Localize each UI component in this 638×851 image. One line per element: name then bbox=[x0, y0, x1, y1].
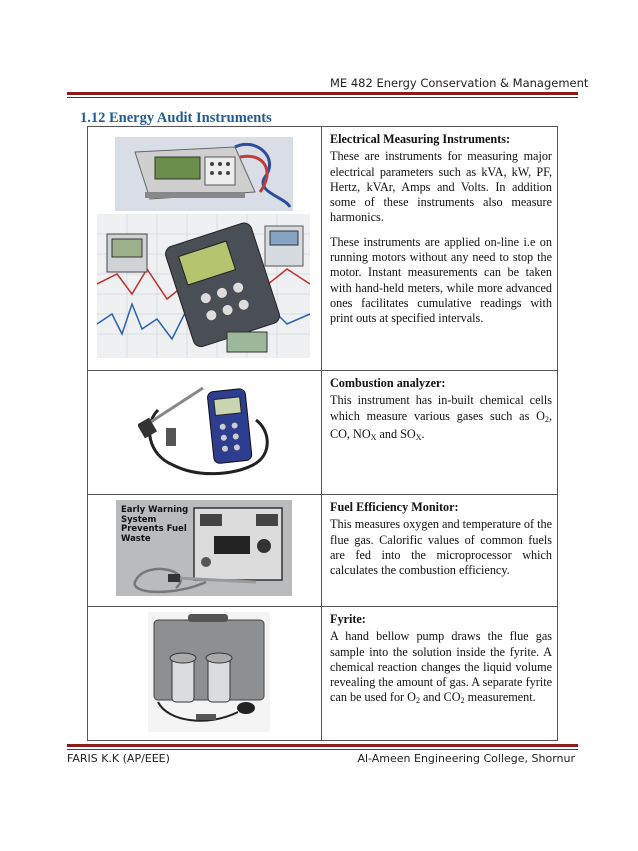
footer-author: FARIS K.K (AP/EEE) bbox=[67, 752, 170, 765]
row-paragraph: This instrument has in-built chemical cells which measure various gases such as $O_2$, CO, $NO_X$ and $SO_X$. bbox=[330, 393, 552, 442]
page-header-title: ME 482 Energy Conservation & Management bbox=[330, 76, 589, 90]
table-column-divider bbox=[321, 126, 322, 741]
handheld-meter-image bbox=[97, 214, 310, 358]
table-row-divider bbox=[87, 494, 558, 495]
electrical-instruments-description bbox=[330, 132, 552, 336]
fuel-efficiency-description bbox=[330, 500, 552, 587]
row-heading: Fyrite: bbox=[330, 612, 366, 626]
footer-rule-thin bbox=[67, 749, 578, 750]
power-analyzer-image bbox=[115, 137, 293, 211]
fyrite-description bbox=[330, 612, 552, 718]
combustion-analyzer-description bbox=[330, 376, 552, 454]
fyrite-kit-image bbox=[148, 612, 270, 732]
row-heading: Combustion analyzer: bbox=[330, 376, 446, 390]
table-row-divider bbox=[87, 606, 558, 607]
footer-rule bbox=[67, 744, 578, 747]
combustion-analyzer-image bbox=[138, 380, 278, 488]
row-paragraph: A hand bellow pump draws the flue gas sample into the solution inside the fyrite. A chemical reaction changes the liquid volume revealing the amount of gas. A separate fyrite can be used for $O_2$ and $CO_2$ measurement. bbox=[330, 629, 552, 706]
row-heading: Electrical Measuring Instruments: bbox=[330, 132, 511, 146]
row-heading: Fuel Efficiency Monitor: bbox=[330, 500, 459, 514]
header-rule bbox=[67, 92, 578, 95]
row-paragraph: These are instruments for measuring major electrical parameters such as kVA, kW, PF, Hertz, kVAr, Amps and Volts. In addition some of these instruments also measure harmonics. bbox=[330, 149, 552, 225]
section-title: 1.12 Energy Audit Instruments bbox=[80, 110, 272, 126]
row-paragraph: These instruments are applied on-line i.e on running motors without any need to stop the motor. Instant measurements can be taken with hand-held meters, while more advanced ones facilitates cumulative readings with print outs at specified intervals. bbox=[330, 234, 552, 326]
image-caption: Early Warning System Prevents Fuel Waste bbox=[121, 505, 189, 544]
footer-institution: Al-Ameen Engineering College, Shornur bbox=[357, 752, 575, 765]
table-row-divider bbox=[87, 370, 558, 371]
header-rule-thin bbox=[67, 97, 578, 98]
fuel-efficiency-monitor-image bbox=[116, 500, 292, 596]
row-paragraph: This measures oxygen and temperature of the flue gas. Calorific values of common fuels are fed into the microprocessor which calculates the combustion efficiency. bbox=[330, 517, 553, 578]
